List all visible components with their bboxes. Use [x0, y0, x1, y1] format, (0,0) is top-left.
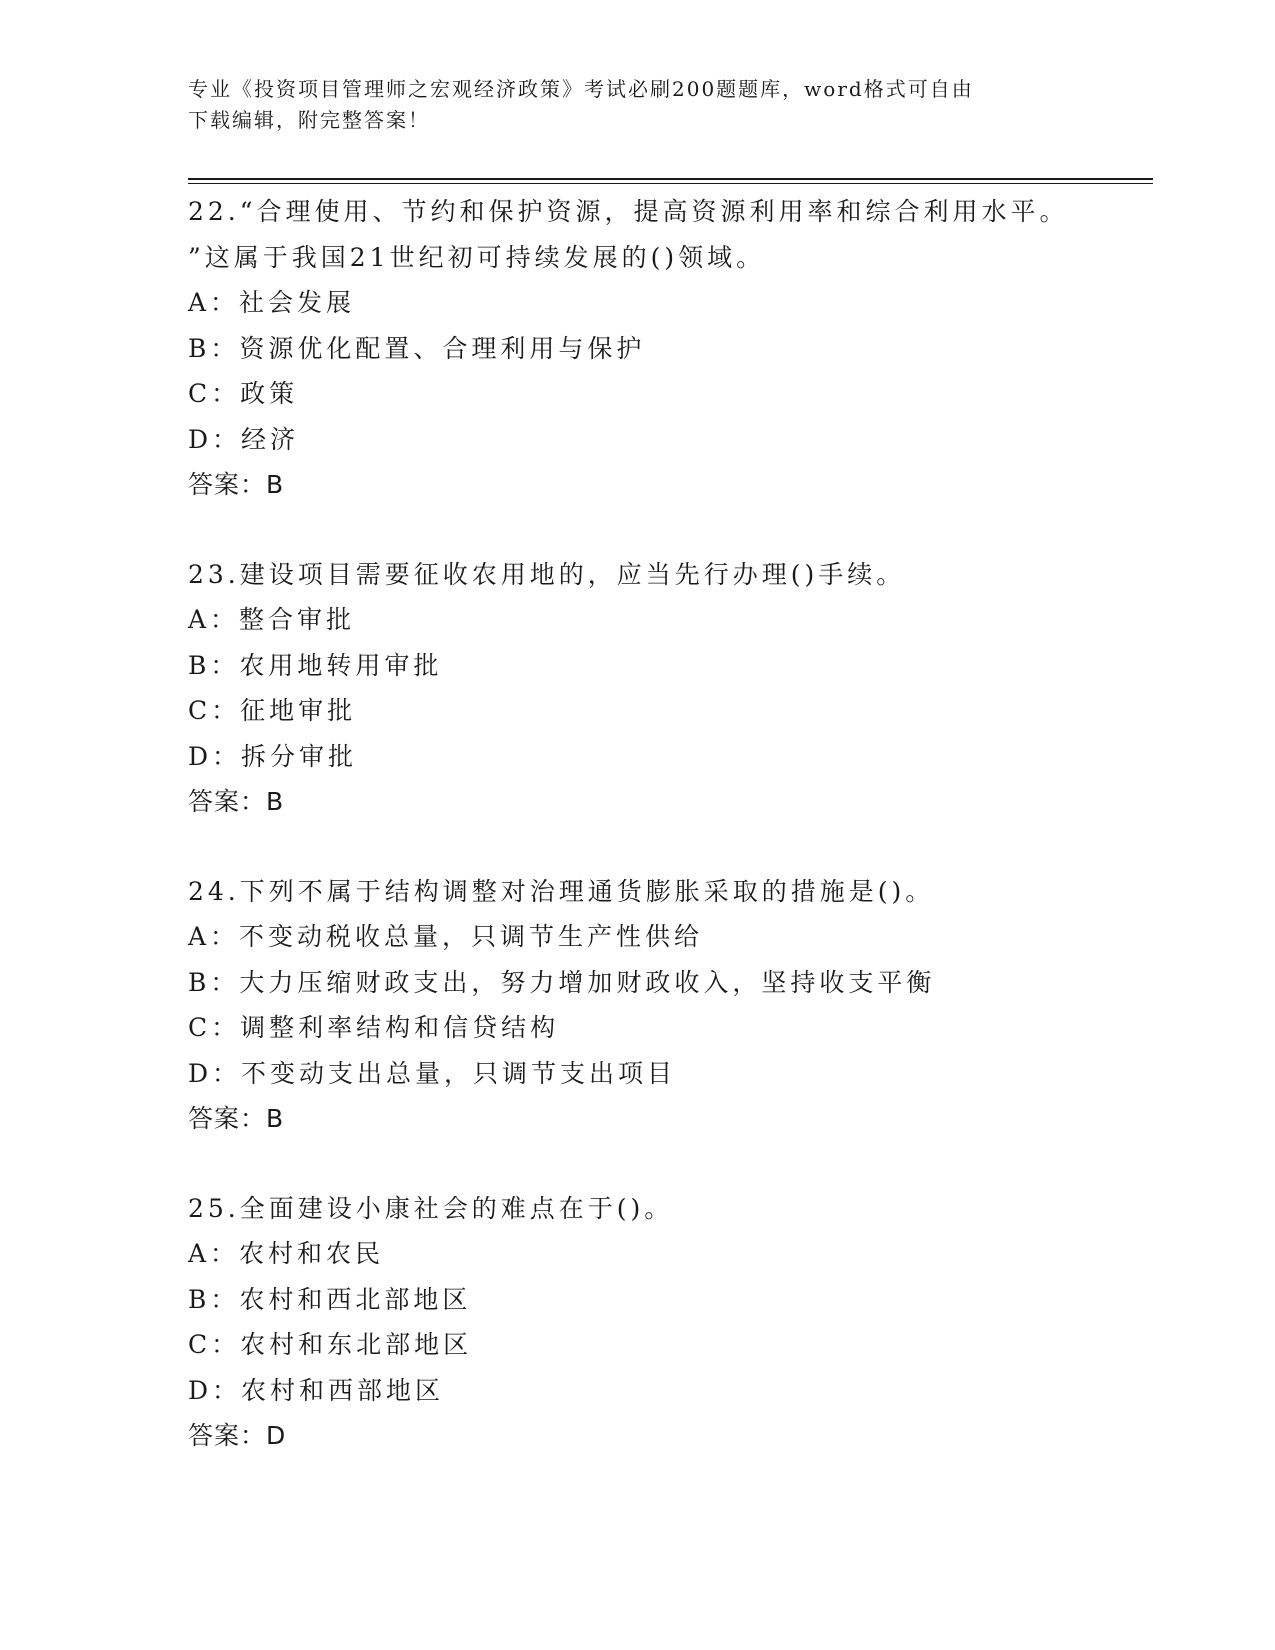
option-a: A：不变动税收总量，只调节生产性供给 — [188, 922, 704, 951]
document-header — [188, 74, 1078, 136]
option-d: D：经济 — [188, 424, 300, 454]
option-b: B：农村和西北部地区 — [188, 1284, 472, 1314]
question-list — [188, 189, 1148, 1459]
header-divider-thin — [188, 183, 1153, 184]
answer-line: 答案：B — [188, 787, 285, 816]
option-c: C：征地审批 — [188, 696, 357, 725]
question-stem: 24.下列不属于结构调整对治理通货膨胀采取的措施是()。 — [188, 876, 935, 906]
option-d: D：不变动支出总量，只调节支出项目 — [188, 1058, 677, 1088]
question-spacer — [188, 1142, 1148, 1186]
header-divider-thick — [188, 178, 1153, 180]
header-line-2: 下载编辑，附完整答案！ — [188, 108, 430, 132]
option-c: C：调整利率结构和信贷结构 — [188, 1013, 560, 1042]
question-stem: 23.建设项目需要征收农用地的，应当先行办理()手续。 — [188, 559, 906, 589]
question-stem: 22.“合理使用、节约和保护资源，提高资源利用率和综合利用水平。 — [188, 197, 1069, 226]
option-c: C：政策 — [188, 379, 299, 408]
question-spacer — [188, 508, 1148, 552]
option-a: A：整合审批 — [188, 605, 356, 634]
option-d: D：拆分审批 — [188, 741, 358, 771]
option-c: C：农村和东北部地区 — [188, 1330, 473, 1359]
question-spacer — [188, 825, 1148, 869]
question-stem: 25.全面建设小康社会的难点在于()。 — [188, 1193, 674, 1223]
answer-line: 答案：B — [188, 1104, 285, 1133]
question-22 — [188, 189, 1148, 508]
option-b: B：农用地转用审批 — [188, 650, 443, 680]
question-25 — [188, 1186, 1148, 1459]
option-d: D：农村和西部地区 — [188, 1375, 445, 1405]
answer-line: 答案：B — [188, 470, 285, 499]
question-24 — [188, 869, 1148, 1142]
option-a: A：农村和农民 — [188, 1239, 385, 1268]
answer-line: 答案：D — [188, 1421, 287, 1450]
question-stem-continued: ”这属于我国21世纪初可持续发展的()领域。 — [188, 242, 766, 272]
option-b: B：大力压缩财政支出，努力增加财政收入，坚持收支平衡 — [188, 967, 936, 997]
option-b: B：资源优化配置、合理利用与保护 — [188, 333, 646, 363]
header-line-1: 专业《投资项目管理师之宏观经济政策》考试必刷200题题库，word格式可自由 — [188, 77, 974, 101]
option-a: A：社会发展 — [188, 288, 356, 317]
question-23 — [188, 552, 1148, 825]
